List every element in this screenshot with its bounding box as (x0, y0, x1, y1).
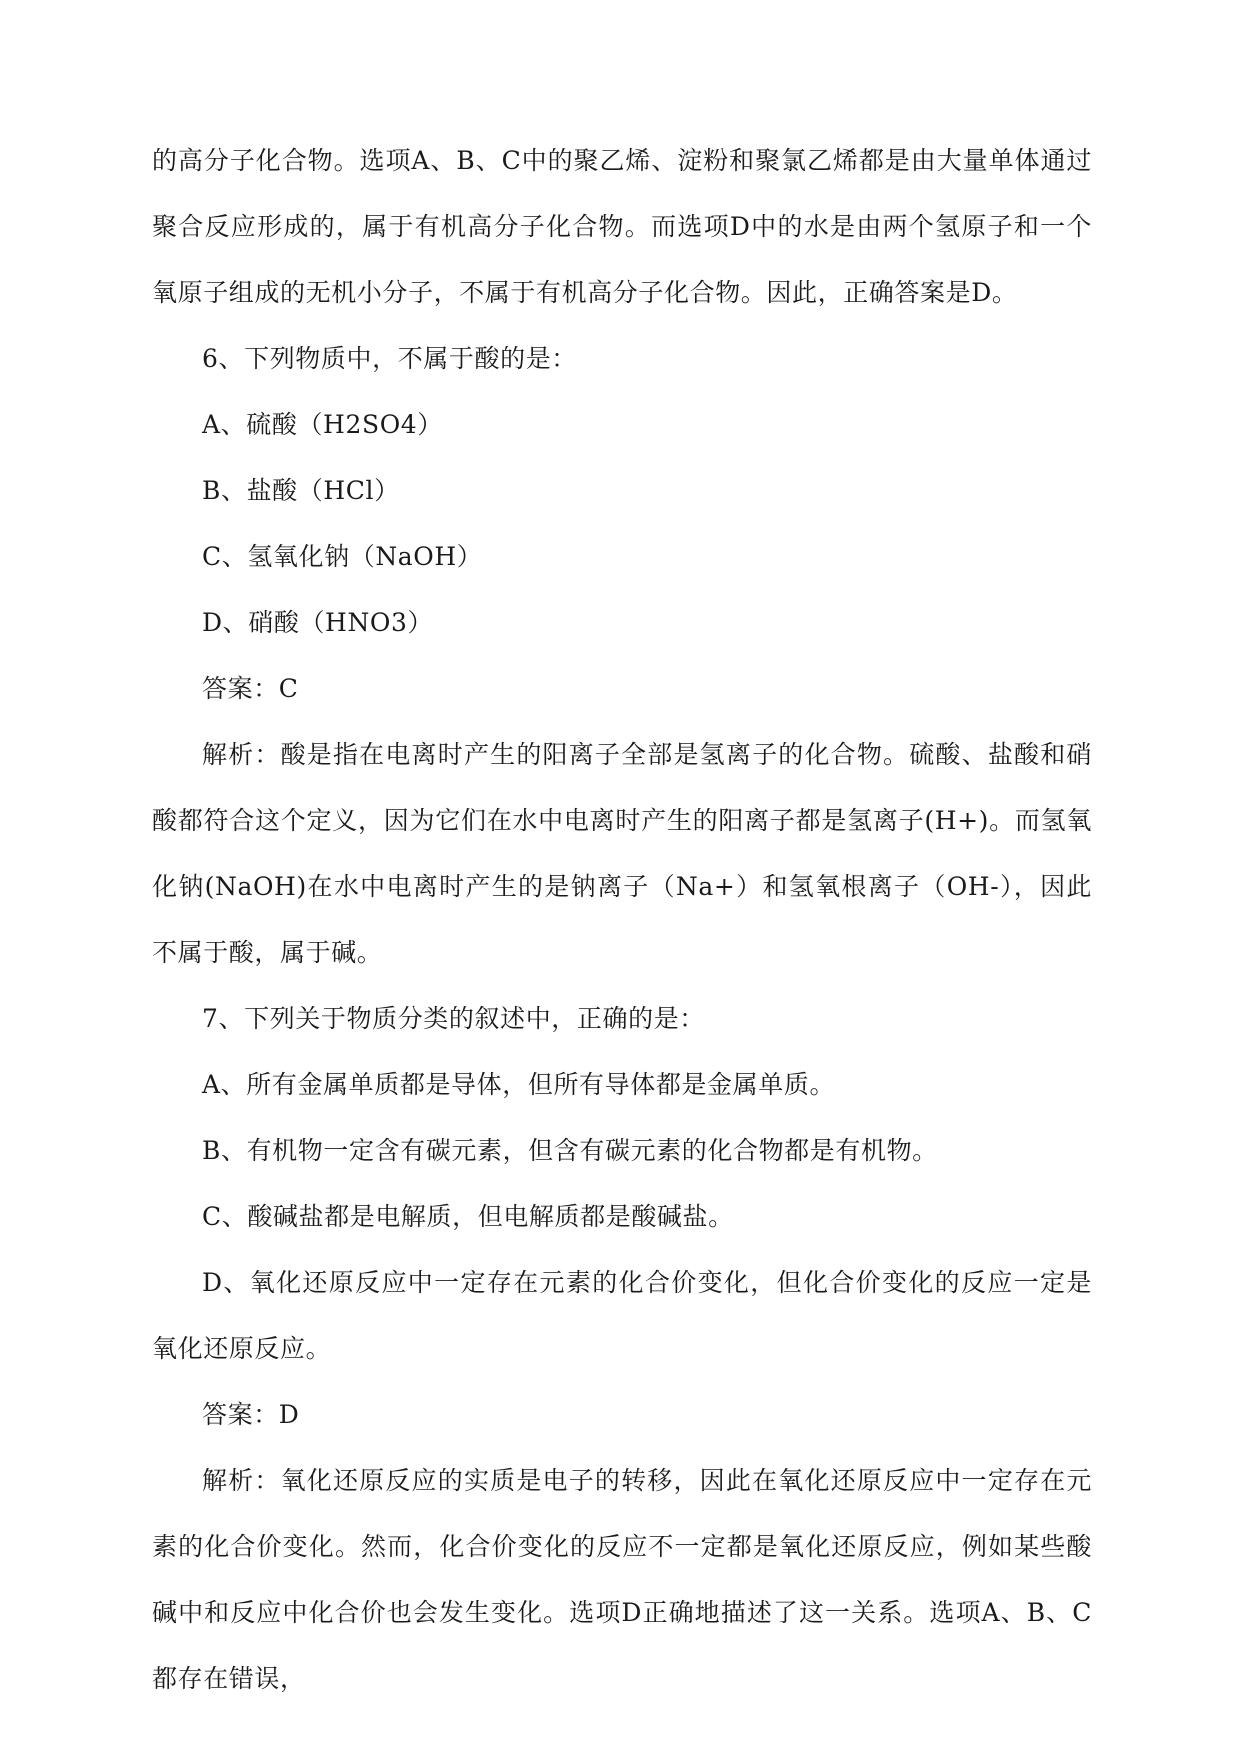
question-7-answer: 答案：D (202, 1400, 300, 1429)
question-6-answer: 答案：C (202, 674, 299, 703)
question-6-option-c: C、氢氧化钠（NaOH） (202, 542, 483, 571)
question-6-option-a: A、硫酸（H2SO4） (202, 410, 443, 439)
question-7-option-c: C、酸碱盐都是电解质，但电解质都是酸碱盐。 (202, 1202, 734, 1231)
paragraph-continuation: 的高分子化合物。选项A、B、C中的聚乙烯、淀粉和聚氯乙烯都是由大量单体通过聚合反应形成的，属于有机高分子化合物。而选项D中的水是由两个氢原子和一个氧原子组成的无机小分子，不属于有机高分子化合物。因此，正确答案是D。 (152, 146, 1092, 307)
question-7-option-a: A、所有金属单质都是导体，但所有导体都是金属单质。 (202, 1070, 836, 1099)
question-7-stem: 7、下列关于物质分类的叙述中，正确的是： (202, 1004, 705, 1033)
question-7-explanation: 解析：氧化还原反应的实质是电子的转移，因此在氧化还原反应中一定存在元素的化合价变化。然而，化合价变化的反应不一定都是氧化还原反应，例如某些酸碱中和反应中化合价也会发生变化。选项D正确地描述了这一关系。选项A、B、C都存在错误， (152, 1466, 1092, 1693)
question-6-stem: 6、下列物质中，不属于酸的是： (202, 344, 577, 373)
question-7-option-d: D、氧化还原反应中一定存在元素的化合价变化，但化合价变化的反应一定是氧化还原反应。 (152, 1268, 1092, 1363)
document-page (152, 128, 1092, 1712)
question-6-explanation: 解析：酸是指在电离时产生的阳离子全部是氢离子的化合物。硫酸、盐酸和硝酸都符合这个定义，因为它们在水中电离时产生的阳离子都是氢离子(H+)。而氢氧化钠(NaOH)在水中电离时产生的是钠离子（Na+）和氢氧根离子（OH-），因此不属于酸，属于碱。 (152, 740, 1092, 967)
question-6-option-d: D、硝酸（HNO3） (202, 608, 434, 637)
question-6-option-b: B、盐酸（HCl） (202, 476, 400, 505)
question-7-option-b: B、有机物一定含有碳元素，但含有碳元素的化合物都是有机物。 (202, 1136, 938, 1165)
